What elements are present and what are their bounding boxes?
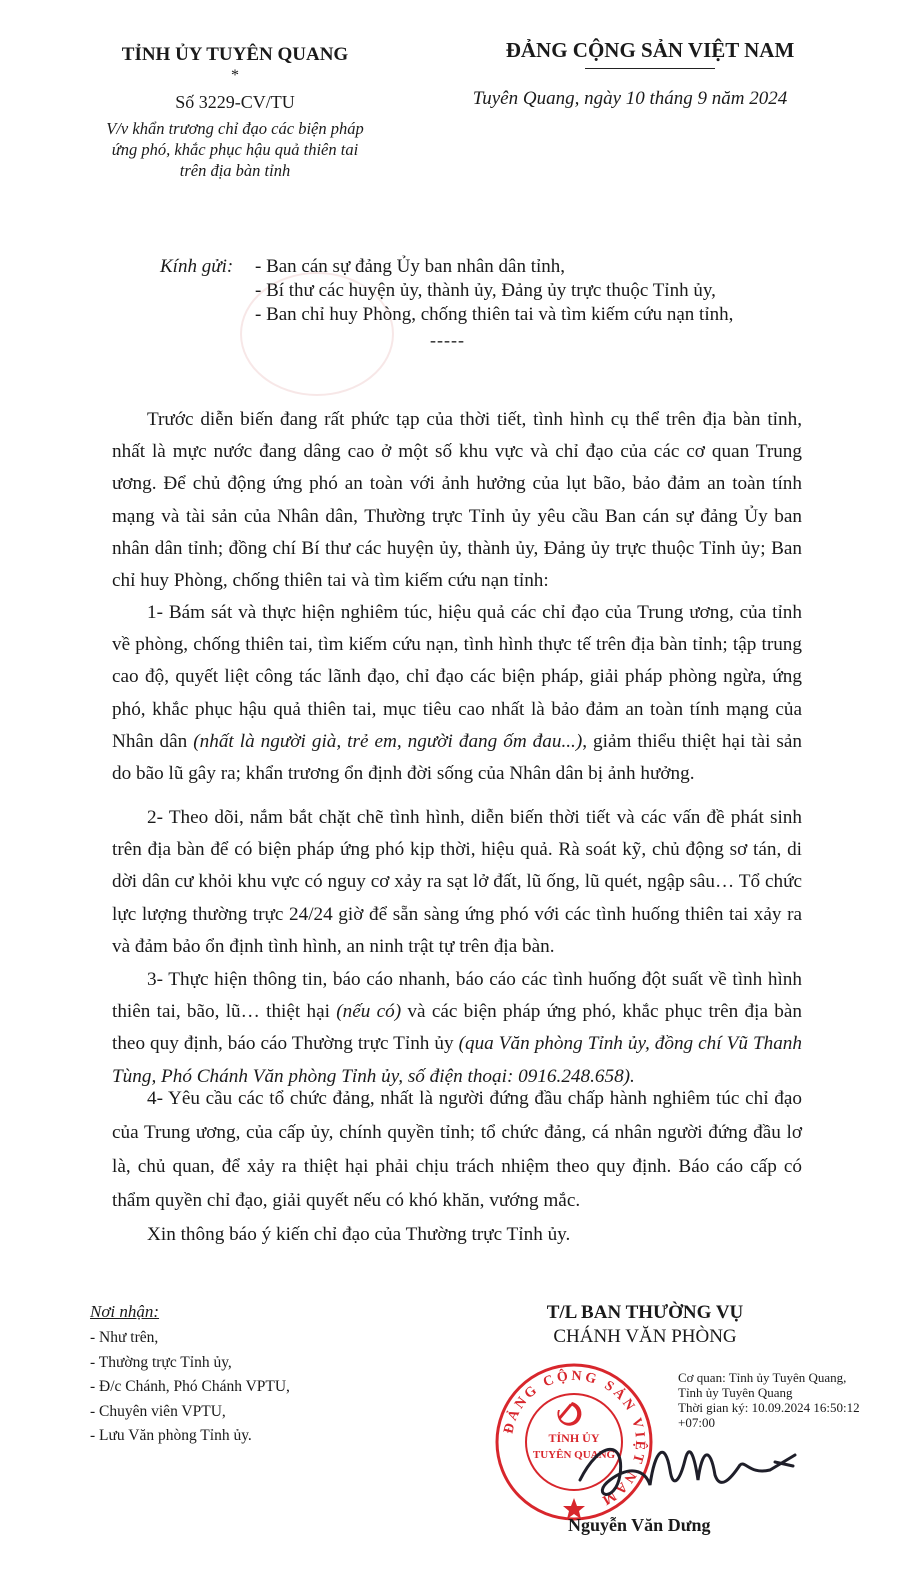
item-3-italic: (nếu có) xyxy=(336,1001,402,1023)
paragraph-item-1 xyxy=(112,597,802,790)
item-3-italic-contact: (qua Văn phòng Tỉnh ủy, đồng chí Vũ Thanh Tùng, Phó Chánh Văn phòng Tỉnh ủy, số điện thoại: 0916.248.658). xyxy=(112,1033,802,1087)
paragraph-item-4: 4- Yêu cầu các tổ chức đảng, nhất là người đứng đầu chấp hành nghiêm túc chỉ đạo của Trung ương, của cấp ủy, chính quyền tỉnh; tổ chức đảng, cá nhân người đứng đầu lơ là, chủ quan, để xảy ra thiệt hại phải chịu trách nhiệm theo quy định. Báo cáo cấp có thẩm quyền chỉ đạo, giải quyết nếu có khó khăn, vướng mắc. xyxy=(112,1088,802,1211)
signature-subtitle: CHÁNH VĂN PHÒNG xyxy=(553,1326,737,1347)
document-subject xyxy=(80,118,390,181)
body-intro xyxy=(112,404,802,597)
item-1-text: 1- Bám sát và thực hiện nghiêm túc, hiệu quả các chỉ đạo của Trung ương, của tỉnh về phòng, chống thiên tai, tìm kiếm cứu nạn, tình hình thực tế trên địa bàn tỉnh; tập trung cao độ, quyết liệt công tác lãnh đạo, chỉ đạo các biện pháp, giải pháp phòng ngừa, ứng phó, khắc phục hậu quả thiên tai, mục tiêu cao nhất là bảo đảm an toàn tính mạng của Nhân dân xyxy=(112,602,802,752)
signature-title: T/L BAN THƯỜNG VỤ xyxy=(546,1302,744,1323)
distribution-item: - Lưu Văn phòng Tỉnh ủy. xyxy=(90,1427,252,1444)
item-1-italic: (nhất là người già, trẻ em, người đang ốm đau...) xyxy=(193,730,583,752)
distribution-item: - Đ/c Chánh, Phó Chánh VPTU, xyxy=(90,1378,290,1395)
digital-sig-line: Tỉnh ủy Tuyên Quang xyxy=(678,1385,793,1400)
star-mark: * xyxy=(231,67,239,84)
distribution-label: Nơi nhận: xyxy=(90,1302,160,1321)
seal-inner-line1: TỈNH ỦY xyxy=(548,1431,600,1445)
separator: ----- xyxy=(430,330,465,350)
recipient-item: - Ban cán sự đảng Ủy ban nhân dân tỉnh, xyxy=(255,256,566,277)
party-underline xyxy=(585,68,715,69)
distribution-item: - Thường trực Tỉnh ủy, xyxy=(90,1353,232,1371)
paragraph-intro: Trước diễn biến đang rất phức tạp của thời tiết, tình hình cụ thể trên địa bàn tỉnh, nhất là mực nước đang dâng cao ở một số khu vực và chỉ đạo của các cơ quan Trung ương. Để chủ động ứng phó an toàn với ảnh hưởng của lụt bão, bảo đảm an toàn tính mạng và tài sản của Nhân dân, Thường trực Tỉnh ủy yêu cầu Ban cán sự đảng Ủy ban nhân dân tỉnh; đồng chí Bí thư các huyện ủy, thành ủy, Đảng ủy trực thuộc Tỉnh ủy; Ban chỉ huy Phòng, chống thiên tai và tìm kiếm cứu nạn tỉnh: xyxy=(112,409,802,592)
distribution-item: - Chuyên viên VPTU, xyxy=(90,1402,226,1420)
paragraph-item-3 xyxy=(112,964,802,1093)
signer-name: Nguyễn Văn Dưng xyxy=(568,1515,711,1535)
digital-sig-line: +07:00 xyxy=(678,1415,715,1430)
paragraph-item-2: 2- Theo dõi, nắm bắt chặt chẽ tình hình, diễn biến thời tiết và các vấn đề phát sinh trên địa bàn để có biện pháp ứng phó kịp thời, hiệu quả. Rà soát kỹ, chủ động sơ tán, di dời dân cư khỏi khu vực có nguy cơ xảy ra sạt lở đất, lũ ống, lũ quét, ngập sâu… Tổ chức lực lượng thường trực 24/24 giờ để sẵn sàng ứng phó với các tình huống thiên tai xảy ra và đảm bảo ổn định tình hình, an ninh trật tự trên địa bàn. xyxy=(112,807,802,957)
body-item-4 xyxy=(112,1082,802,1218)
distribution-item: - Như trên, xyxy=(90,1329,159,1346)
issue-date: Tuyên Quang, ngày 10 tháng 9 năm 2024 xyxy=(472,88,788,109)
subject-line: trên địa bàn tỉnh xyxy=(179,161,291,180)
digital-sig-line: Thời gian ký: 10.09.2024 16:50:12 xyxy=(678,1400,860,1415)
recipients-label: Kính gửi: xyxy=(160,256,234,277)
item-3-text: 3- Thực hiện thông tin, báo cáo nhanh, báo cáo các tình huống đột suất về tình hình thiên tai, bão, lũ… thiệt hại xyxy=(112,969,802,1023)
subject-line: V/v khẩn trương chỉ đạo các biện pháp xyxy=(106,119,364,138)
subject-line: ứng phó, khắc phục hậu quả thiên tai xyxy=(111,140,359,159)
recipient-item: - Bí thư các huyện ủy, thành ủy, Đảng ủy trực thuộc Tỉnh ủy, xyxy=(255,280,716,301)
body-closing xyxy=(112,1219,802,1251)
item-3-text-mid: và các biện pháp ứng phó, khắc phục trên địa bàn theo quy định, báo cáo Thường trực Tỉnh ủy xyxy=(112,1001,802,1055)
digital-sig-line: Cơ quan: Tỉnh ủy Tuyên Quang, xyxy=(678,1370,847,1385)
paragraph-closing: Xin thông báo ý kiến chỉ đạo của Thường trực Tỉnh ủy. xyxy=(147,1224,571,1245)
seal-inner-line2: TUYÊN QUANG xyxy=(532,1449,616,1461)
body-item-3 xyxy=(112,964,802,1093)
document-number: Số 3229-CV/TU xyxy=(175,92,295,112)
recipient-item: - Ban chỉ huy Phòng, chống thiên tai và tìm kiếm cứu nạn tỉnh, xyxy=(255,304,734,325)
party-name: ĐẢNG CỘNG SẢN VIỆT NAM xyxy=(505,38,795,62)
body-item-1 xyxy=(112,597,802,790)
seal-outer-text: ĐẢNG CỘNG SẢN VIỆT NAM xyxy=(501,1368,648,1509)
digital-signature-info xyxy=(678,1370,860,1430)
body-item-2 xyxy=(112,802,802,963)
issuing-organization: TỈNH ỦY TUYÊN QUANG xyxy=(121,44,349,65)
distribution-list xyxy=(90,1326,290,1449)
item-1-text-end: , giảm thiểu thiệt hại tài sản do bão lũ gây ra; khẩn trương ổn định đời sống của Nhân dân bị ảnh hưởng. xyxy=(112,730,803,785)
handwritten-signature-icon xyxy=(570,1420,810,1520)
